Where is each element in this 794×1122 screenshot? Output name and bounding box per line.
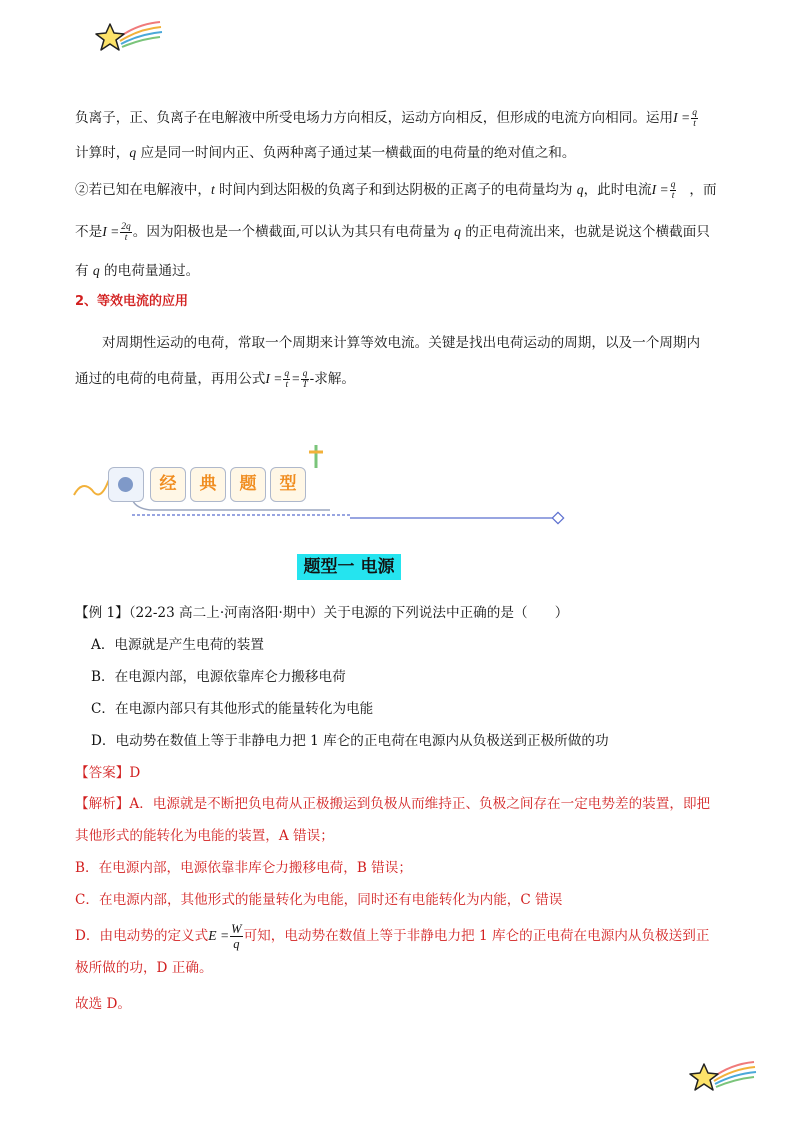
analysis-line: 其他形式的能转化为电能的装置，A 错误； <box>75 828 334 844</box>
denominator: t <box>124 233 128 243</box>
text: 计算时， <box>75 145 130 161</box>
fraction <box>120 222 132 243</box>
text: 的电荷量通过。 <box>99 263 200 279</box>
text: 不是 <box>75 224 103 240</box>
paragraph-line <box>75 222 710 243</box>
option-d: D．电动势在数值上等于非静电力把 1 库仑的正电荷在电源内从负极送到正极所做的功 <box>91 733 609 749</box>
denominator: q <box>233 937 240 951</box>
numerator: q <box>692 108 697 118</box>
option-a: A．电源就是产生电荷的装置 <box>91 637 264 653</box>
star-decoration-top-icon <box>92 16 164 58</box>
fraction <box>230 922 242 951</box>
fraction <box>301 369 308 390</box>
paragraph-line <box>75 180 717 201</box>
text: 可知，电动势在数值上等于非静电力把 1 库仑的正电荷在电源内从负极送到正 <box>243 928 710 944</box>
badge-dot-icon <box>118 477 133 492</box>
paragraph-line: 对周期性运动的电荷，常取一个周期来计算等效电流。关键是找出电荷运动的周期，以及一个周期内 <box>102 335 701 351</box>
text: ，而 <box>689 182 717 198</box>
text: 。因为阳极也是一个横截面,可以认为其只有电荷量为 <box>132 224 455 240</box>
question-stem: 【例 1】（22-23 高二上·河南洛阳·期中）关于电源的下列说法中正确的是（ ） <box>75 605 569 621</box>
analysis-line: 【解析】A．电源就是不断把负电荷从正极搬运到负极从而维持正、负极之间存在一定电势差的装置，即把 <box>75 796 711 812</box>
analysis-line: B．在电源内部，电源依靠非库仑力搬移电荷，B 错误； <box>75 860 412 876</box>
analysis-line: 极所做的功，D 正确。 <box>75 960 213 976</box>
numerator: 2q <box>121 222 131 232</box>
numerator: W <box>231 922 242 936</box>
symbol: q <box>129 145 137 160</box>
paragraph-line <box>75 143 576 163</box>
banner-keyword: 题 <box>230 467 266 502</box>
banner-keyword: 型 <box>270 467 306 502</box>
option-c: C．在电源内部只有其他形式的能量转化为电能 <box>91 701 374 717</box>
symbol: q <box>92 263 100 278</box>
paragraph-line <box>75 108 699 129</box>
text: 负离子，正、负离子在电解液中所受电场力方向相反，运动方向相反，但形成的电流方向相同。运用 <box>75 110 674 126</box>
symbol: t <box>210 182 215 197</box>
text: ②若已知在电解液中， <box>75 182 211 198</box>
analysis-line <box>75 922 709 951</box>
formula-symbol: I = <box>102 224 120 239</box>
formula-symbol: I = <box>265 371 283 386</box>
denominator: t <box>693 119 696 129</box>
star-decoration-bottom-icon <box>686 1056 758 1098</box>
answer-line: 【答案】D <box>75 765 141 781</box>
denominator: T <box>302 380 308 390</box>
fraction <box>691 108 698 129</box>
numerator: q <box>670 180 676 190</box>
section-title: 题型一 电源 <box>297 554 401 580</box>
text: 有 <box>75 263 93 279</box>
text: D．由电动势的定义式 <box>75 928 209 944</box>
paragraph-line <box>75 369 355 390</box>
text: ，此时电流 <box>583 182 652 198</box>
numerator: q <box>302 369 308 379</box>
section-heading: 2、等效电流的应用 <box>75 294 189 309</box>
denominator: t <box>285 380 289 390</box>
option-b: B．在电源内部，电源依靠库仑力搬移电荷 <box>91 669 346 685</box>
fraction <box>670 180 677 201</box>
banner-keyword: 典 <box>190 467 226 502</box>
symbol: q <box>454 224 461 239</box>
text: 时间内到达阳极的负离子和到达阴极的正离子的电荷量均为 <box>214 182 577 198</box>
denominator: t <box>671 191 675 201</box>
fraction <box>283 369 290 390</box>
formula-symbol: I = <box>651 182 669 197</box>
formula-symbol: = <box>291 371 301 386</box>
banner-keyword: 经 <box>150 467 186 502</box>
text: 通过的电荷的电荷量，再用公式 <box>75 371 266 387</box>
formula-symbol: I = <box>673 110 691 125</box>
symbol: q <box>576 182 584 197</box>
analysis-line: 故选 D。 <box>75 996 132 1012</box>
text: 应是同一时间内正、负两种离子通过某一横截面的电荷量的绝对值之和。 <box>136 145 576 161</box>
analysis-line: C．在电源内部，其他形式的能量转化为电能，同时还有电能转化为内能，C 错误 <box>75 892 563 908</box>
numerator: q <box>284 369 290 379</box>
banner-number-badge <box>108 467 144 502</box>
text: 的正电荷流出来，也就是说这个横截面只 <box>460 224 710 240</box>
paragraph-line <box>75 261 199 281</box>
text: -求解。 <box>309 371 356 387</box>
banner-decoration <box>70 440 570 530</box>
formula-symbol: E = <box>208 928 230 943</box>
